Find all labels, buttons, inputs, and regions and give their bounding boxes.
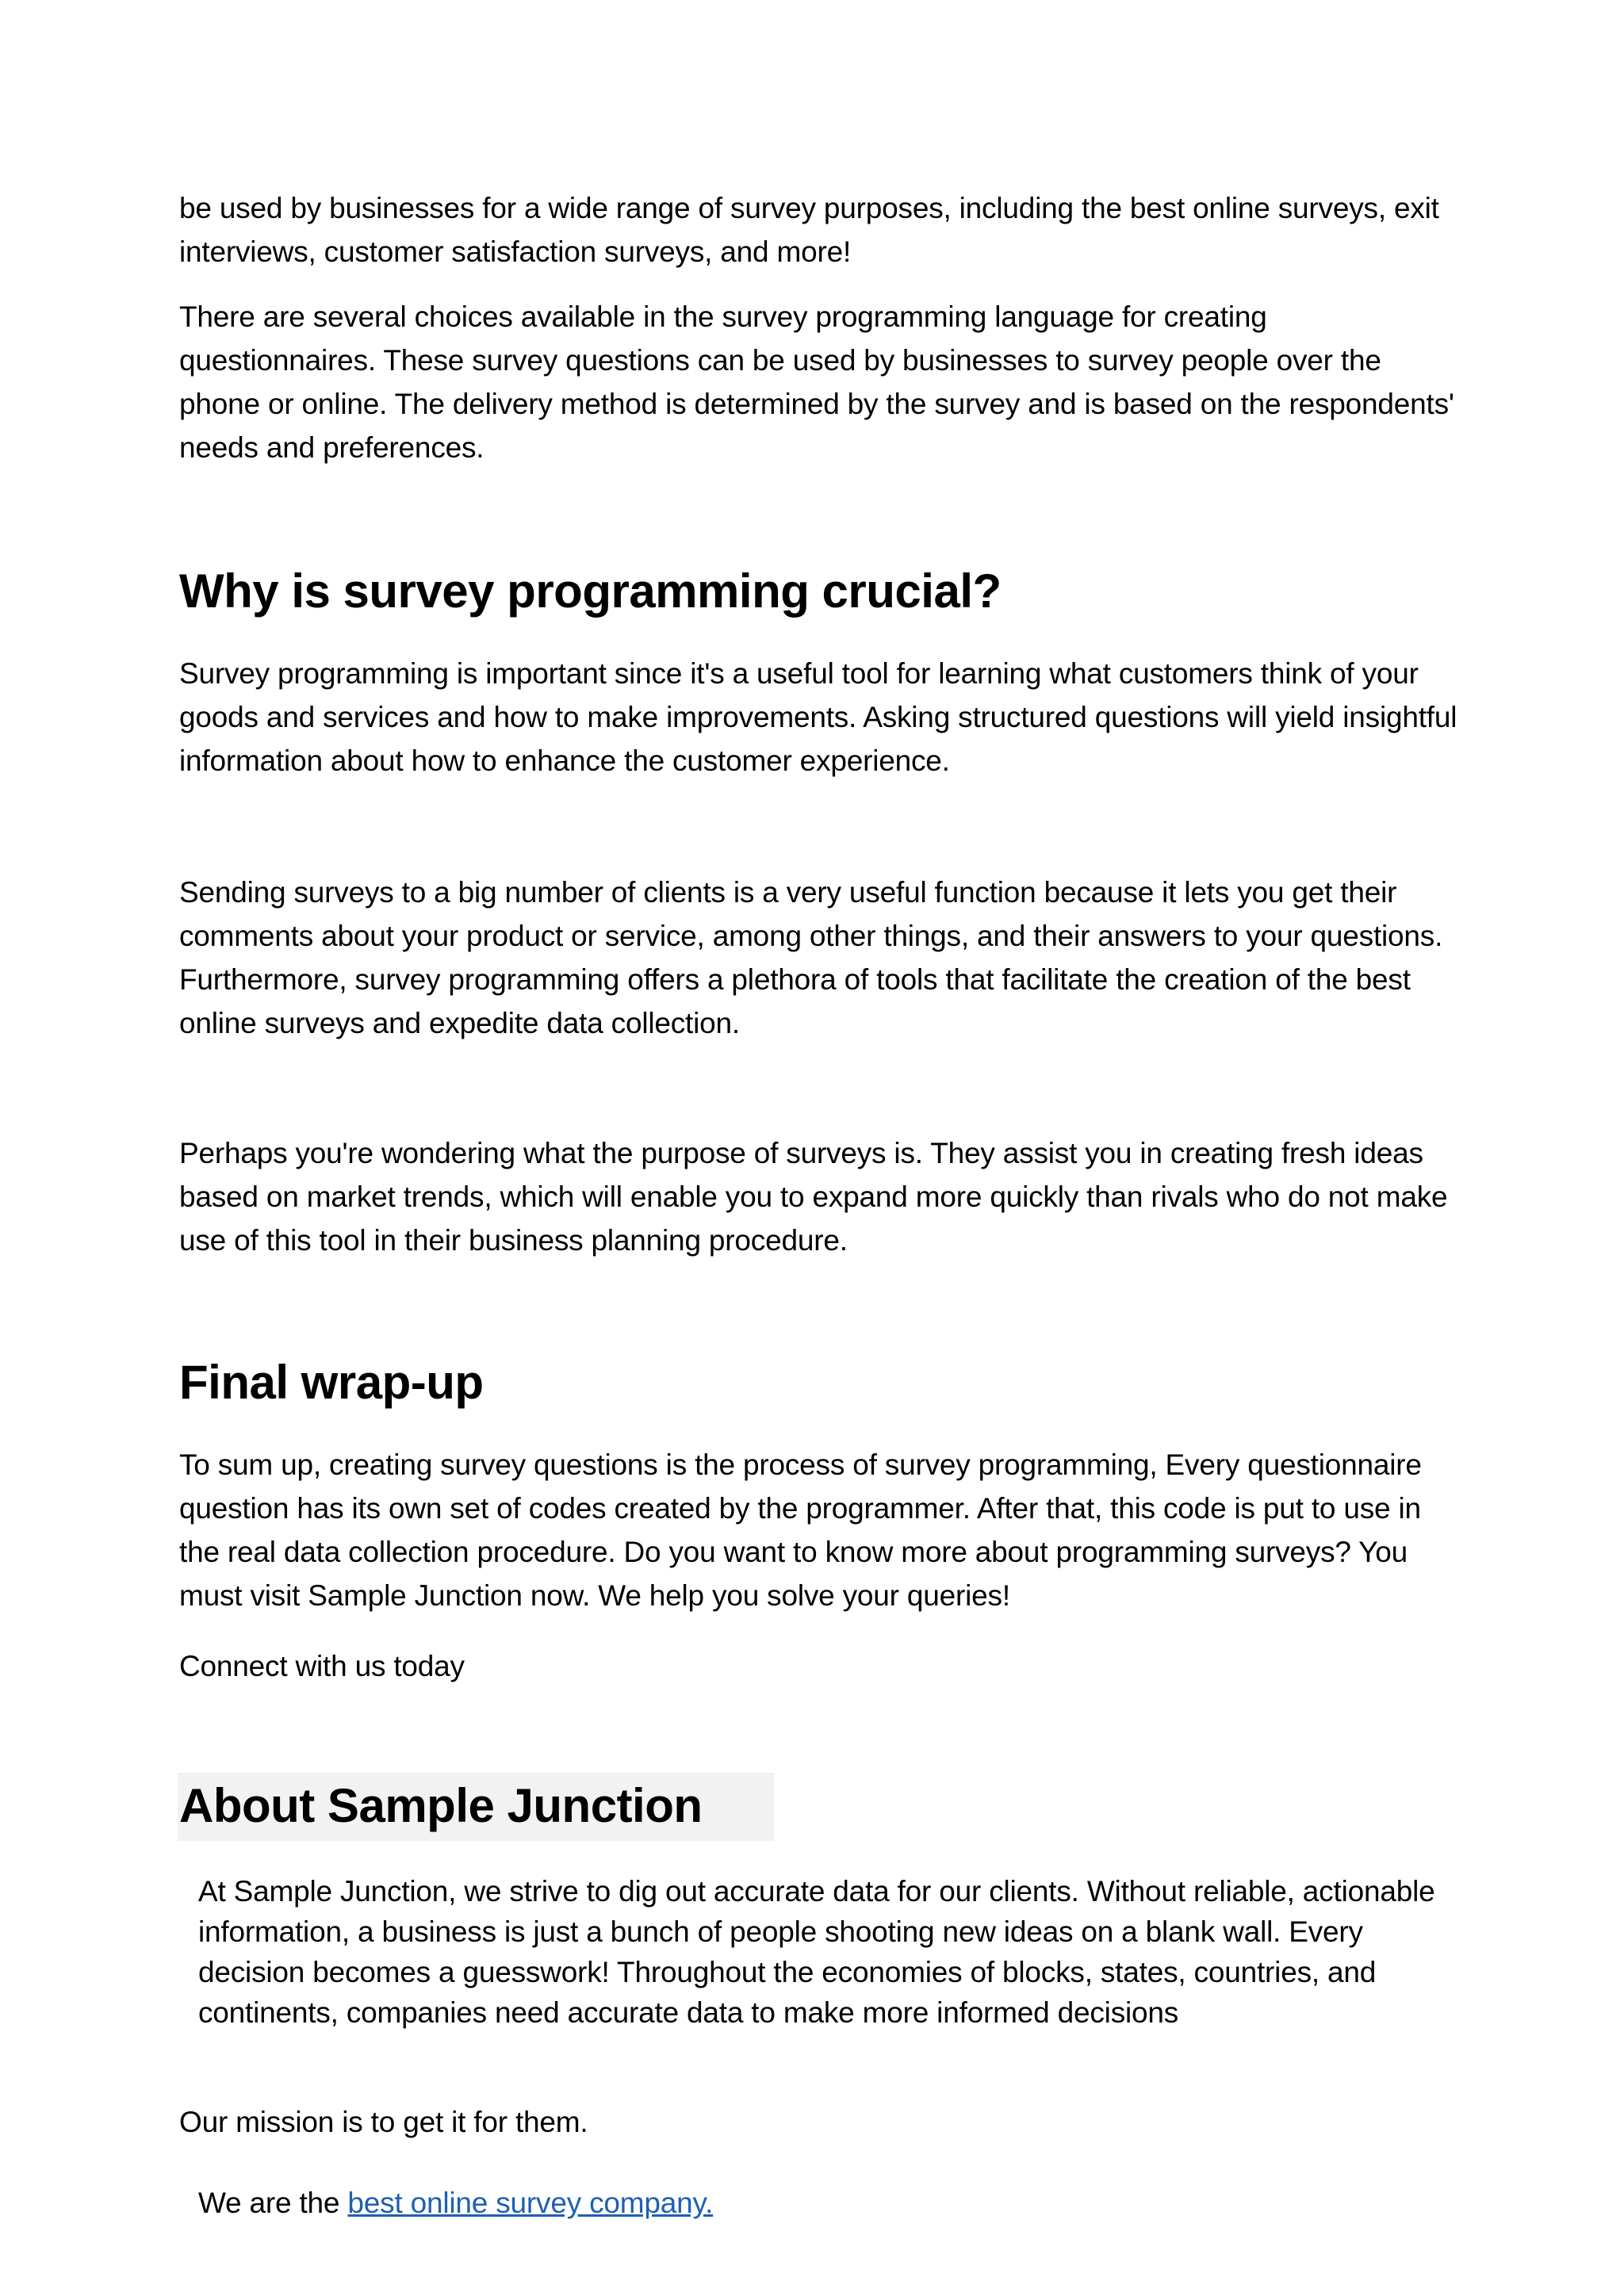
- connect-text: Connect with us today: [179, 1650, 465, 1682]
- why-paragraph-3: Perhaps you're wondering what the purpose of surveys is. They assist you in creating fresh ideas based on market trends, which will enable you to expand more quickly than rivals who do not make use of this tool in their business planning procedure.: [179, 1137, 1448, 1257]
- why-heading: Why is survey programming crucial?: [179, 564, 1002, 618]
- intro-paragraph-2: There are several choices available in the survey programming language for creating questionnaires. These survey questions can be used by businesses to survey people over the phone or online. The delivery method is determined by the survey and is based on the respondents' needs and preferences.: [179, 300, 1454, 464]
- why-paragraph-2: Sending surveys to a big number of clients is a very useful function because it lets you get their comments about your product or service, among other things, and their answers to your questions. Furthermore, survey programming offers a plethora of tools that facilitate the creation of the best online surveys and expedite data collection.: [179, 876, 1443, 1039]
- intro-paragraph-1: be used by businesses for a wide range of survey purposes, including the best online surveys, exit interviews, customer satisfaction surveys, and more!: [179, 192, 1439, 268]
- why-paragraph-1: Survey programming is important since it's a useful tool for learning what customers think of your goods and services and how to make improvements. Asking structured questions will yield insightful information about how to enhance the customer experience.: [179, 657, 1457, 777]
- closing-line: [198, 2181, 1483, 2225]
- best-online-survey-company-link[interactable]: best online survey company.: [347, 2187, 714, 2219]
- about-heading: About Sample Junction: [179, 1779, 703, 1832]
- mission-text: Our mission is to get it for them.: [179, 2106, 588, 2138]
- about-paragraph: At Sample Junction, we strive to dig out accurate data for our clients. Without reliable, actionable information, a business is just a bunch of people shooting new ideas on a blank wall. Every decision becomes a guesswork! Throughout the economies of blocks, states, countries, and continents, companies need accurate data to make more informed decisions: [198, 1875, 1435, 2029]
- closing-prefix: We are the: [198, 2187, 348, 2219]
- wrap-up-paragraph: To sum up, creating survey questions is the process of survey programming, Every questionnaire question has its own set of codes created by the programmer. After that, this code is put to use in the real data collection procedure. Do you want to know more about programming surveys? You must visit Sample Junction now. We help you solve your queries!: [179, 1448, 1422, 1612]
- wrap-up-heading: Final wrap-up: [179, 1356, 484, 1409]
